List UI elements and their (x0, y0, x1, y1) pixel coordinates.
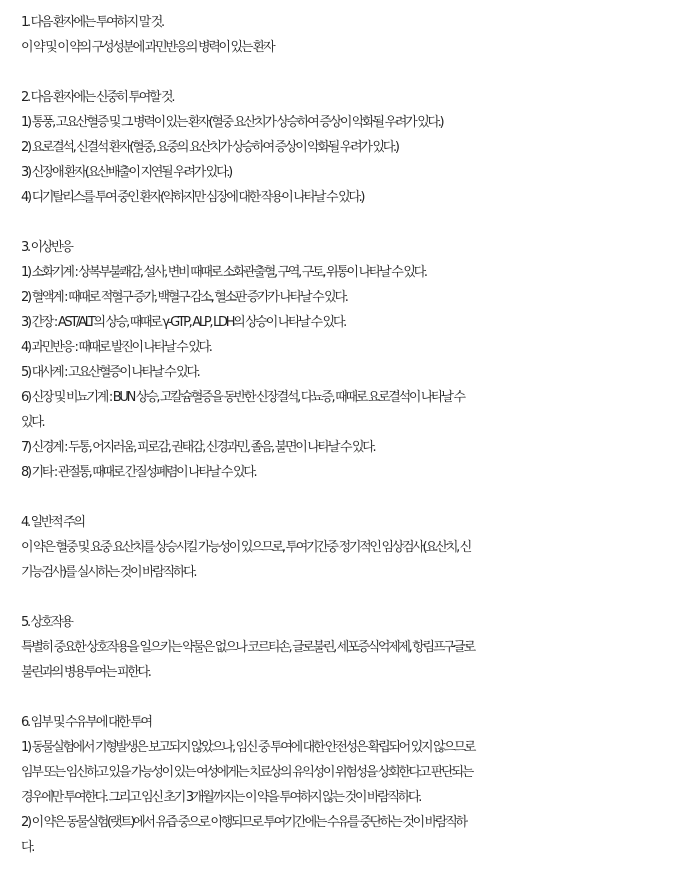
text-line: 2) 요로결석, 신결석 환자(혈중, 요중의 요산치가 상승하여 증상이 악화될 우려가 있다.) (21, 140, 398, 155)
text-line: 임부 또는 임신하고 있을 가능성이 있는 여성에게는 치료상의 유익성이 위험성을 상회한다고 판단되는 (21, 765, 472, 780)
section-contraindications (21, 10, 683, 60)
paragraph-gap (21, 485, 683, 510)
text-line: 3) 신장애 환자(요산배출이 지연될 우려가 있다.) (21, 165, 231, 180)
section-heading: 1. 다음 환자에는 투여하지 말 것. (21, 15, 163, 30)
text-line: 7) 신경계 : 두통, 어지러움, 피로감, 권태감, 신경과민, 졸음, 불면이 나타날 수 있다. (21, 440, 375, 455)
text-line: 불린과의 병용투여는 피한다. (21, 665, 150, 680)
paragraph-gap (21, 585, 683, 610)
text-line: 8) 기타 : 관절통, 때때로 간질성폐렴이 나타날 수 있다. (21, 465, 256, 480)
text-line: 2) 혈액계 : 때때로 적혈구 증가, 백혈구 감소, 혈소판 증가가 나타날 수 있다. (21, 290, 347, 305)
section-heading: 5. 상호작용 (21, 615, 72, 630)
section-pregnancy-lactation (21, 710, 683, 860)
text-line: 다. (21, 840, 34, 855)
section-interactions (21, 610, 683, 685)
text-line: 6) 신장 및 비뇨기계 : BUN 상승, 고칼슘혈증을 동반한 신장결석, 다뇨증, 때때로 요로결석이 나타날 수 (21, 390, 464, 405)
paragraph-gap (21, 60, 683, 85)
text-line: 2) 이 약은 동물실험(랫트)에서 유즙 중으로 이행되므로 투여기간에는 수유를 중단하는 것이 바람직하 (21, 815, 466, 830)
section-general-precautions (21, 510, 683, 585)
text-line: 1) 동물실험에서 기형발생은 보고되지 않았으나, 임신 중 투여에 대한 안전성은 확립되어 있지 않으므로 (21, 740, 475, 755)
text-line: 이 약은 혈중 및 요중 요산치를 상승시킬 가능성이 있으므로, 투여기간중 정기적인 임상검사(요산치, 신 (21, 540, 471, 555)
text-line: 5) 대사계 : 고요산혈증이 나타날 수 있다. (21, 365, 199, 380)
text-line: 있다. (21, 415, 44, 430)
section-heading: 6. 임부 및 수유부에 대한 투여 (21, 715, 151, 730)
text-line: 4) 디기탈리스를 투여 중인 환자(약하지만 심장에 대한 작용이 나타날 수 있다.) (21, 190, 364, 205)
paragraph-gap (21, 685, 683, 710)
section-careful-administration (21, 85, 683, 210)
text-line: 1) 소화기계 : 상복부불쾌감, 설사, 변비 때때로 소화관출혈, 구역, 구토, 위통이 나타날 수 있다. (21, 265, 426, 280)
text-line: 경우에만 투여한다. 그리고 임신 초기 3개월까지는 이 약을 투여하지 않는 것이 바람직하다. (21, 790, 421, 805)
section-heading: 2. 다음 환자에는 신중히 투여할 것. (21, 90, 174, 105)
text-line: 3) 간장 : AST/ALT의 상승, 때때로 γ-GTP, ALP, LDH의 상승이 나타날 수 있다. (21, 315, 345, 330)
text-line: 특별히 중요한 상호작용을 일으키는 약물은 없으나 코르티손, 글로불린, 세포증식억제제, 항림프구글로 (21, 640, 474, 655)
text-line: 기능검사)를 실시하는 것이 바람직하다. (21, 565, 196, 580)
section-adverse-reactions (21, 235, 683, 485)
text-line: 4) 과민반응 : 때때로 발진이 나타날 수 있다. (21, 340, 211, 355)
section-heading: 3. 이상반응 (21, 240, 72, 255)
text-line: 1) 통풍, 고요산혈증 및 그 병력이 있는 환자(혈중 요산치가 상승하여 증상이 악화될 우려가 있다.) (21, 115, 443, 130)
text-line: 이 약 및 이 약의 구성성분에 과민반응의 병력이 있는 환자 (21, 40, 274, 55)
paragraph-gap (21, 210, 683, 235)
section-heading: 4. 일반적 주의 (21, 515, 84, 530)
